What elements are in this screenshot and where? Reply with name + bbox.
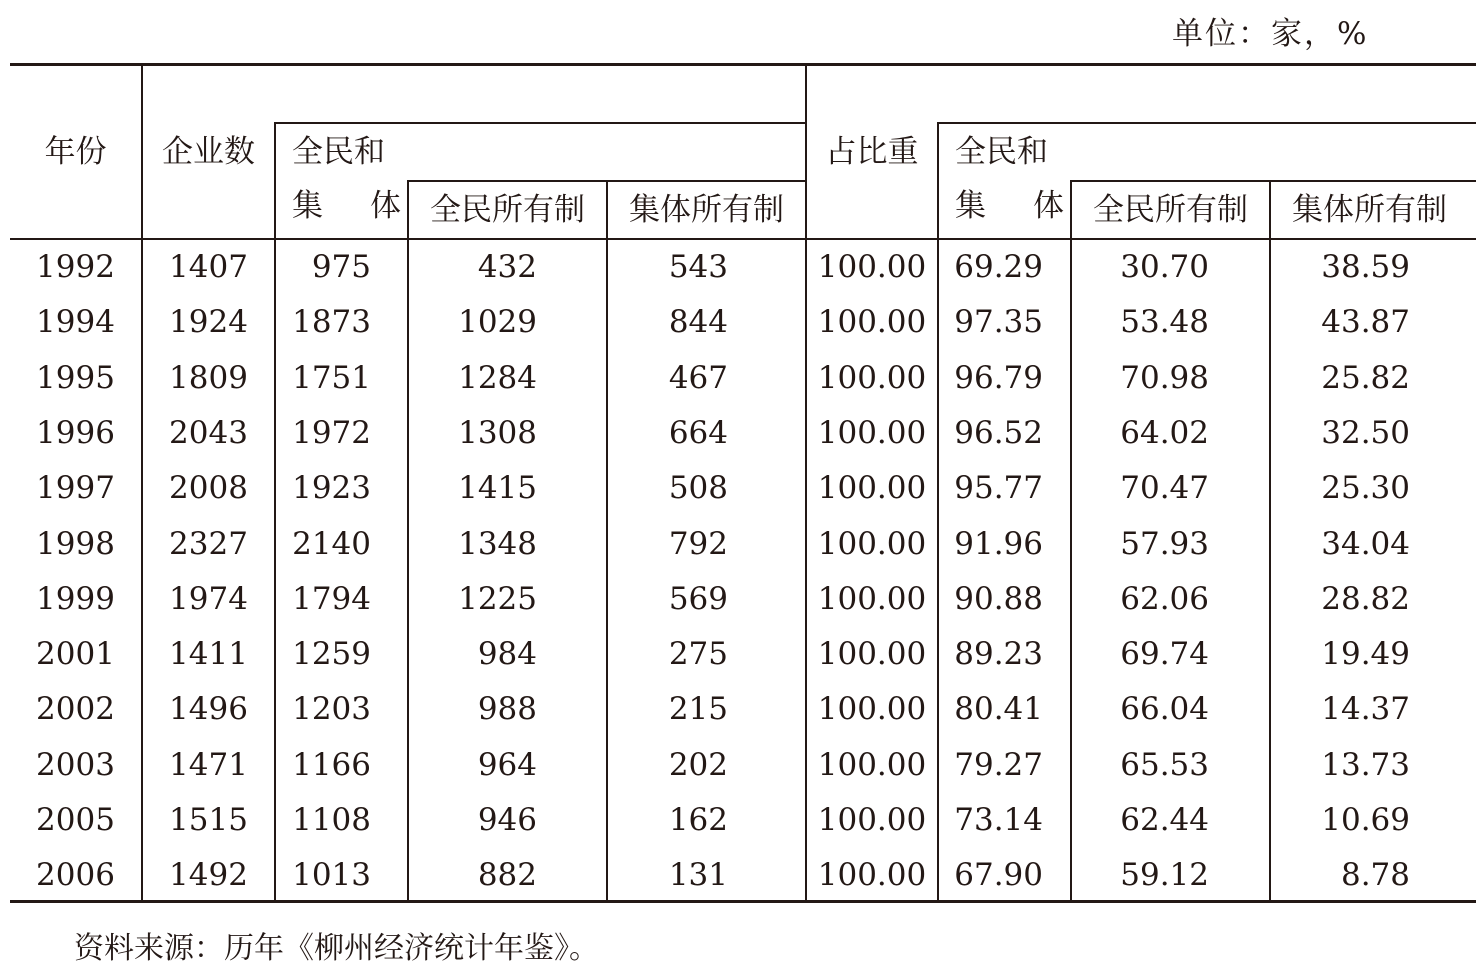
cell-collective-owned: 162 — [668, 802, 728, 838]
cell-enterprise-count: 1515 — [169, 802, 248, 838]
cell-share: 100.00 — [817, 636, 927, 672]
cell-collective-owned: 844 — [668, 304, 728, 340]
header-state-and-collective-line2: 集 体 — [292, 188, 409, 224]
cell-collective-owned: 131 — [668, 857, 728, 893]
cell-share-state-owned: 69.74 — [1120, 636, 1209, 672]
cell-share-collective-owned: 38.59 — [1321, 249, 1410, 285]
cell-enterprise-count: 2008 — [169, 470, 248, 506]
header-share-collective-owned: 集体所有制 — [1292, 192, 1447, 228]
cell-state-owned: 1225 — [458, 581, 537, 617]
cell-share-collective-owned: 8.78 — [1340, 857, 1410, 893]
cell-collective-owned: 664 — [668, 415, 728, 451]
cell-enterprise-count: 2327 — [169, 526, 248, 562]
cell-share-state-owned: 59.12 — [1120, 857, 1209, 893]
cell-share: 100.00 — [817, 304, 927, 340]
cell-collective-owned: 508 — [668, 470, 728, 506]
header-enterprise-count: 企业数 — [162, 134, 255, 170]
cell-enterprise-count: 1974 — [169, 581, 248, 617]
cell-state-owned: 1415 — [458, 470, 537, 506]
cell-state-and-collective: 1203 — [292, 691, 371, 727]
cell-state-and-collective: 1923 — [292, 470, 371, 506]
cell-collective-owned: 569 — [668, 581, 728, 617]
cell-state-owned: 946 — [477, 802, 537, 838]
cell-year: 2005 — [36, 802, 115, 838]
cell-collective-owned: 215 — [668, 691, 728, 727]
cell-share-collective-owned: 25.30 — [1321, 470, 1410, 506]
cell-state-owned: 882 — [477, 857, 537, 893]
cell-share-state-and-collective: 89.23 — [954, 636, 1043, 672]
source-note: 资料来源：历年《柳州经济统计年鉴》。 — [74, 931, 599, 966]
cell-year: 2006 — [36, 857, 115, 893]
cell-share-state-and-collective: 95.77 — [954, 470, 1043, 506]
cell-share-state-and-collective: 69.29 — [954, 249, 1043, 285]
cell-state-and-collective: 1013 — [292, 857, 371, 893]
cell-share: 100.00 — [817, 526, 927, 562]
cell-share-state-owned: 65.53 — [1120, 747, 1209, 783]
cell-share: 100.00 — [817, 581, 927, 617]
cell-share-state-owned: 70.47 — [1120, 470, 1209, 506]
cell-share-state-and-collective: 96.79 — [954, 360, 1043, 396]
unit-label: 单位：家，% — [1172, 16, 1369, 52]
cell-state-and-collective: 1972 — [292, 415, 371, 451]
cell-share-collective-owned: 32.50 — [1321, 415, 1410, 451]
cell-share-collective-owned: 28.82 — [1321, 581, 1410, 617]
cell-collective-owned: 202 — [668, 747, 728, 783]
subgroup-rule-right — [1070, 180, 1476, 182]
cell-state-owned: 1308 — [458, 415, 537, 451]
col-divider-6 — [937, 122, 939, 901]
cell-share: 100.00 — [817, 857, 927, 893]
cell-share-collective-owned: 10.69 — [1321, 802, 1410, 838]
cell-year: 1999 — [36, 581, 115, 617]
cell-share-state-owned: 66.04 — [1120, 691, 1209, 727]
cell-year: 1994 — [36, 304, 115, 340]
cell-enterprise-count: 1411 — [169, 636, 248, 672]
cell-enterprise-count: 2043 — [169, 415, 248, 451]
cell-year: 1998 — [36, 526, 115, 562]
cell-collective-owned: 792 — [668, 526, 728, 562]
cell-state-owned: 988 — [477, 691, 537, 727]
cell-year: 1997 — [36, 470, 115, 506]
cell-enterprise-count: 1809 — [169, 360, 248, 396]
cell-share-state-and-collective: 90.88 — [954, 581, 1043, 617]
cell-share-state-and-collective: 73.14 — [954, 802, 1043, 838]
cell-state-and-collective: 1108 — [292, 802, 371, 838]
cell-state-owned: 1284 — [458, 360, 537, 396]
cell-state-and-collective: 1873 — [292, 304, 371, 340]
cell-share-state-and-collective: 80.41 — [954, 691, 1043, 727]
cell-state-and-collective: 2140 — [292, 526, 371, 562]
cell-share-collective-owned: 19.49 — [1321, 636, 1410, 672]
cell-year: 1995 — [36, 360, 115, 396]
header-share: 占比重 — [825, 134, 919, 170]
cell-state-and-collective: 1751 — [292, 360, 371, 396]
cell-share-state-and-collective: 79.27 — [954, 747, 1043, 783]
cell-share-state-owned: 57.93 — [1120, 526, 1209, 562]
cell-share-state-owned: 62.06 — [1120, 581, 1209, 617]
cell-share-collective-owned: 25.82 — [1321, 360, 1410, 396]
cell-share-collective-owned: 13.73 — [1321, 747, 1410, 783]
cell-enterprise-count: 1496 — [169, 691, 248, 727]
cell-enterprise-count: 1471 — [169, 747, 248, 783]
header-share-state-owned: 全民所有制 — [1093, 192, 1248, 228]
cell-state-and-collective: 975 — [311, 249, 371, 285]
cell-year: 2002 — [36, 691, 115, 727]
cell-collective-owned: 543 — [668, 249, 728, 285]
cell-share-state-and-collective: 96.52 — [954, 415, 1043, 451]
cell-year: 2001 — [36, 636, 115, 672]
header-collective-owned: 集体所有制 — [629, 192, 784, 228]
cell-share-state-owned: 62.44 — [1120, 802, 1209, 838]
cell-share-state-owned: 53.48 — [1120, 304, 1209, 340]
cell-share: 100.00 — [817, 691, 927, 727]
cell-year: 1992 — [36, 249, 115, 285]
cell-share: 100.00 — [817, 747, 927, 783]
header-state-and-collective-line1: 全民和 — [292, 134, 385, 170]
cell-state-owned: 1029 — [458, 304, 537, 340]
cell-enterprise-count: 1492 — [169, 857, 248, 893]
cell-state-owned: 432 — [477, 249, 537, 285]
cell-year: 2003 — [36, 747, 115, 783]
cell-collective-owned: 467 — [668, 360, 728, 396]
header-share-state-and-collective-line2: 集 体 — [955, 188, 1072, 224]
cell-share-state-and-collective: 97.35 — [954, 304, 1043, 340]
cell-share: 100.00 — [817, 415, 927, 451]
cell-share: 100.00 — [817, 470, 927, 506]
cell-share-state-owned: 30.70 — [1120, 249, 1209, 285]
cell-share: 100.00 — [817, 802, 927, 838]
top-rule — [10, 63, 1476, 66]
cell-state-owned: 984 — [477, 636, 537, 672]
header-state-owned: 全民所有制 — [430, 192, 585, 228]
header-year: 年份 — [44, 134, 107, 170]
cell-share-state-owned: 64.02 — [1120, 415, 1209, 451]
cell-state-owned: 964 — [477, 747, 537, 783]
cell-share-state-and-collective: 91.96 — [954, 526, 1043, 562]
header-bottom-rule — [10, 238, 1476, 240]
cell-share-state-and-collective: 67.90 — [954, 857, 1043, 893]
cell-share-state-owned: 70.98 — [1120, 360, 1209, 396]
cell-share-collective-owned: 43.87 — [1321, 304, 1410, 340]
cell-state-and-collective: 1166 — [292, 747, 371, 783]
cell-enterprise-count: 1407 — [169, 249, 248, 285]
cell-enterprise-count: 1924 — [169, 304, 248, 340]
col-divider-2 — [274, 122, 276, 901]
cell-state-and-collective: 1794 — [292, 581, 371, 617]
cell-collective-owned: 275 — [668, 636, 728, 672]
cell-year: 1996 — [36, 415, 115, 451]
cell-share: 100.00 — [817, 249, 927, 285]
cell-state-owned: 1348 — [458, 526, 537, 562]
cell-share: 100.00 — [817, 360, 927, 396]
bottom-rule — [10, 900, 1476, 903]
group-rule-left — [274, 122, 806, 124]
cell-state-and-collective: 1259 — [292, 636, 371, 672]
header-share-state-and-collective-line1: 全民和 — [955, 134, 1048, 170]
group-rule-right — [937, 122, 1476, 124]
cell-share-collective-owned: 34.04 — [1321, 526, 1410, 562]
cell-share-collective-owned: 14.37 — [1321, 691, 1410, 727]
